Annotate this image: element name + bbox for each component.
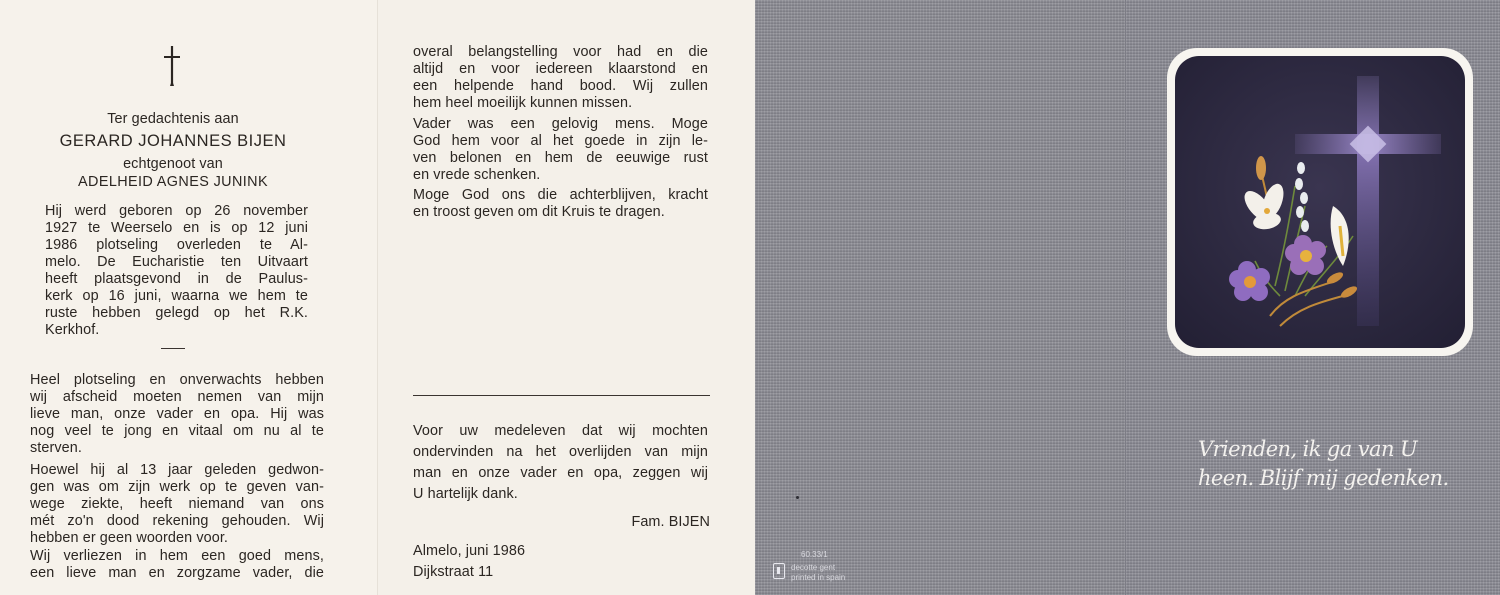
text-line: hebben er geen woorden voor. <box>30 530 229 546</box>
text-line: ondervinden na het overlijden van mijn <box>413 444 708 460</box>
back-cover <box>755 0 1125 595</box>
relation-text: echtgenoot van <box>123 156 223 172</box>
text-line: ruste hebben gelegd op het R.K. <box>45 305 308 321</box>
motto <box>1198 435 1468 493</box>
speck <box>796 496 799 499</box>
text-line: hem heel moeilijk kunnen missen. <box>413 95 633 111</box>
publisher-logo-icon <box>773 563 785 579</box>
cross-flowers-illustration <box>1175 56 1465 348</box>
cross-icon <box>161 44 183 88</box>
place-date: Almelo, juni 1986 <box>413 543 526 559</box>
text-line: 1986 plotseling overleden te Al- <box>45 237 308 253</box>
text-line: ven belonen en hem de eeuwige rust <box>413 150 708 166</box>
text-line: Moge God ons die achterblijven, kracht <box>413 187 708 203</box>
divider <box>161 348 185 349</box>
text-line: een lieve man en zorgzame vader, die <box>30 565 324 581</box>
text-line: altijd en voor iedereen klaarstond en <box>413 61 708 77</box>
publisher-mark <box>769 550 889 593</box>
text-panel-left <box>0 0 377 595</box>
text-line: U hartelijk dank. <box>413 486 518 502</box>
memorial-heading: Ter gedachtenis aan <box>107 111 239 127</box>
text-line: overal belangstelling voor had en die <box>413 44 708 60</box>
text-line: een helpende hand bood. Wij zullen <box>413 78 708 94</box>
motto-line: Vrienden, ik ga van U <box>1198 437 1418 461</box>
cross-and-flowers-artwork <box>1175 56 1465 348</box>
printed-in: printed in spain <box>791 573 846 582</box>
family-signature: Fam. BIJEN <box>631 514 710 530</box>
text-line: heeft plaatsgevond in de Paulus- <box>45 271 308 287</box>
separator-line <box>413 395 710 396</box>
publisher-code: 60.33/1 <box>801 550 828 559</box>
text-line: Kerkhof. <box>45 322 100 338</box>
publisher-name: decotte gent <box>791 563 836 572</box>
front-cover <box>1125 0 1500 595</box>
text-line: kerk op 16 juni, waarna we hem te <box>45 288 308 304</box>
deceased-name: GERARD JOHANNES BIJEN <box>59 132 287 150</box>
text-line: God hem voor al het goede in zijn le- <box>413 133 708 149</box>
text-line: en troost geven om dit Kruis te dragen. <box>413 204 665 220</box>
text-line: nog veel te jong en vitaal om nu al te <box>30 423 324 439</box>
text-line: Hij werd geboren op 26 november <box>45 203 308 219</box>
text-line: melo. De Eucharistie ten Uitvaart <box>45 254 308 270</box>
text-line: sterven. <box>30 440 82 456</box>
text-line: wij afscheid moeten nemen van mijn <box>30 389 324 405</box>
spouse-name: ADELHEID AGNES JUNINK <box>78 174 268 190</box>
text-line: Vader was een gelovig mens. Moge <box>413 116 708 132</box>
text-line: en vrede schenken. <box>413 167 541 183</box>
text-line: 1927 te Weerselo en is op 12 juni <box>45 220 308 236</box>
text-line: Voor uw medeleven dat wij mochten <box>413 423 708 439</box>
text-line: lieve man, onze vader en opa. Hij was <box>30 406 324 422</box>
text-line: wege ziekte, heeft niemand van ons <box>30 496 324 512</box>
motto-line: heen. Blijf mij gedenken. <box>1198 466 1449 490</box>
text-line: Hoewel hij al 13 jaar geleden gedwon- <box>30 462 324 478</box>
text-line: mét zo'n dood rekening gehouden. Wij <box>30 513 324 529</box>
text-line: man en onze vader en opa, zeggen wij <box>413 465 708 481</box>
text-panel-middle <box>377 0 755 595</box>
text-line: Heel plotseling en onverwachts hebben <box>30 372 324 388</box>
address: Dijkstraat 11 <box>413 564 494 580</box>
artwork-frame <box>1167 48 1473 356</box>
text-line: Wij verliezen in hem een goed mens, <box>30 548 324 564</box>
text-line: gen was om zijn werk op te geven van- <box>30 479 324 495</box>
